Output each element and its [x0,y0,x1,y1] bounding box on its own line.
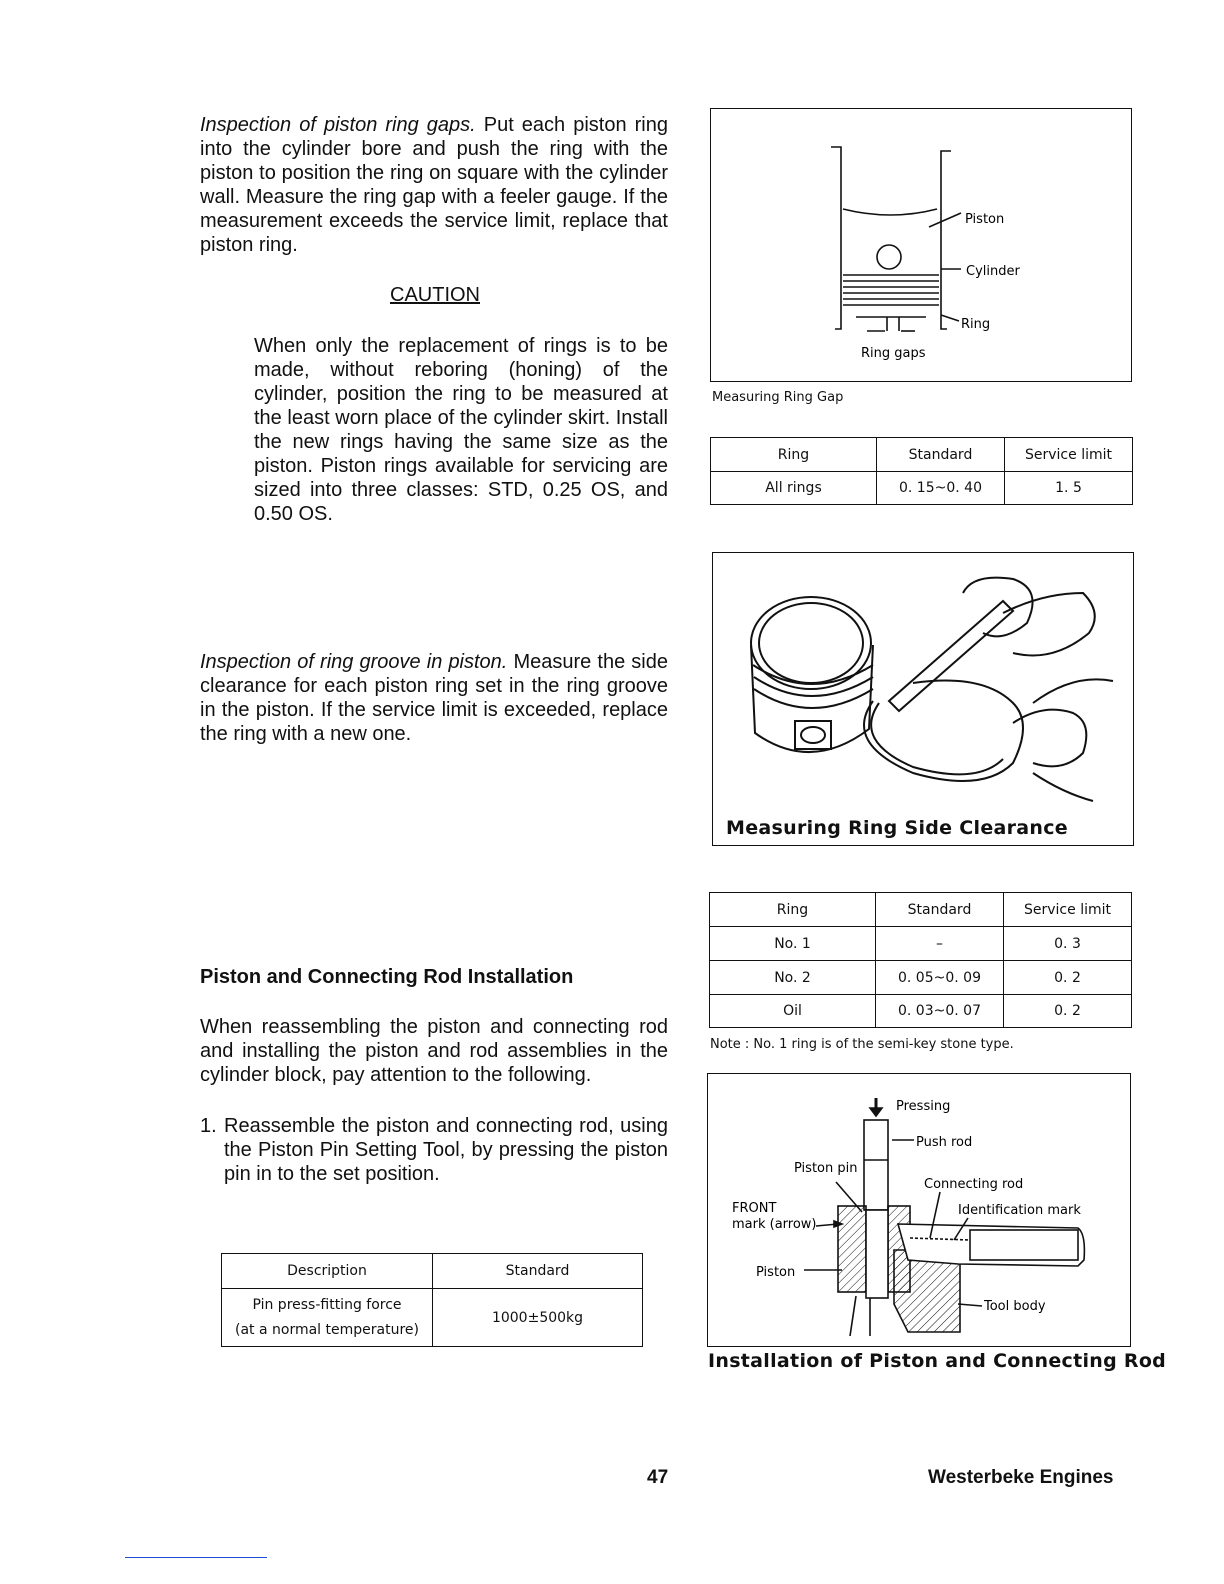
side-clearance-table [709,892,1132,1028]
ring-gap-cell-ring: All rings [711,472,877,505]
side-row1-standard: – [876,927,1004,961]
label-piston: Piston [965,212,1005,227]
pin-table-description-cell [222,1289,433,1347]
side-row2-limit: 0. 2 [1004,961,1132,995]
label-tool-body: Tool body [984,1299,1046,1314]
ring-gap-figure [710,108,1132,382]
pin-table-header-description: Description [222,1254,433,1289]
pin-description-line-1: Pin press-fitting force [252,1296,402,1313]
side-header-ring: Ring [710,893,876,927]
side-clearance-note: Note : No. 1 ring is of the semi-key stone type. [710,1037,1014,1052]
label-push-rod: Push rod [916,1135,973,1150]
pin-table-header-standard: Standard [433,1254,643,1289]
bottom-divider-line [125,1557,267,1558]
installation-heading: Piston and Connecting Rod Installation [200,966,574,988]
ring-gap-cell-standard: 0. 15~0. 40 [877,472,1005,505]
footer-brand: Westerbeke Engines [928,1467,1114,1488]
label-ring: Ring [961,317,991,332]
label-front-mark: mark (arrow) [732,1217,817,1232]
side-row1-ring: No. 1 [710,927,876,961]
ring-gap-header-limit: Service limit [1005,438,1133,472]
step-1-text: Reassemble the piston and connecting rod, using the Piston Pin Setting Tool, by pressing the piston pin in to the set position. [224,1115,668,1185]
groove-lead: Inspection of ring groove in piston. [200,651,508,673]
groove-paragraph [200,650,668,746]
label-front: FRONT [732,1201,777,1216]
side-clearance-drawing [713,553,1133,803]
pin-standard-value: 1000±500kg [433,1289,643,1347]
side-row2-standard: 0. 05~0. 09 [876,961,1004,995]
label-ring-gaps: Ring gaps [861,346,926,361]
side-row3-standard: 0. 03~0. 07 [876,995,1004,1028]
label-cylinder: Cylinder [966,264,1020,279]
ring-gap-header-ring: Ring [711,438,877,472]
installation-diagram [708,1074,1130,1346]
groove-text: Measure the side clearance for each piston ring set in the ring groove in the piston. If the service limit is exceeded, replace the ring with a new one. [200,651,668,745]
caution-title: CAUTION [390,284,480,306]
ring-gap-paragraph [200,113,668,257]
label-piston-pin: Piston pin [794,1161,858,1176]
side-row2-ring: No. 2 [710,961,876,995]
side-row1-limit: 0. 3 [1004,927,1132,961]
ring-gap-diagram [711,109,1131,381]
side-clearance-figure [712,552,1134,846]
label-identification-mark: Identification mark [958,1203,1081,1218]
installation-intro: When reassembling the piston and connecting rod and installing the piston and rod assemblies in the cylinder block, pay attention to the following. [200,1016,668,1086]
label-connecting-rod: Connecting rod [924,1177,1024,1192]
side-header-limit: Service limit [1004,893,1132,927]
side-clearance-caption: Measuring Ring Side Clearance [726,817,1068,839]
page-number: 47 [647,1467,669,1488]
ring-gap-caption: Measuring Ring Gap [712,390,844,405]
ring-gap-cell-limit: 1. 5 [1005,472,1133,505]
side-row3-ring: Oil [710,995,876,1028]
step-1-number: 1. [200,1115,217,1137]
ring-gap-table [710,437,1133,505]
side-row3-limit: 0. 2 [1004,995,1132,1028]
pin-force-table [221,1253,643,1347]
installation-figure [707,1073,1131,1347]
pin-description-line-2: (at a normal temperature) [235,1321,419,1338]
installation-caption: Installation of Piston and Connecting Rod [708,1350,1167,1372]
ring-gap-header-standard: Standard [877,438,1005,472]
label-piston-2: Piston [756,1265,796,1280]
side-header-standard: Standard [876,893,1004,927]
label-pressing: Pressing [896,1099,951,1114]
caution-text: When only the replacement of rings is to be made, without reboring (honing) of the cylinder, position the ring to be measured at the least worn place of the cylinder skirt. Install the new rings having the same size as the piston. Piston rings available for servicing are sized into three classes: STD, 0.25 OS, and 0.50 OS. [254,335,668,525]
ring-gap-text: Put each piston ring into the cylinder bore and push the ring with the piston to position the ring on square with the cylinder wall. Measure the ring gap with a feeler gauge. If the measurement exceeds the service limit, replace that piston ring. [200,114,668,256]
ring-gap-lead: Inspection of piston ring gaps. [200,114,476,136]
